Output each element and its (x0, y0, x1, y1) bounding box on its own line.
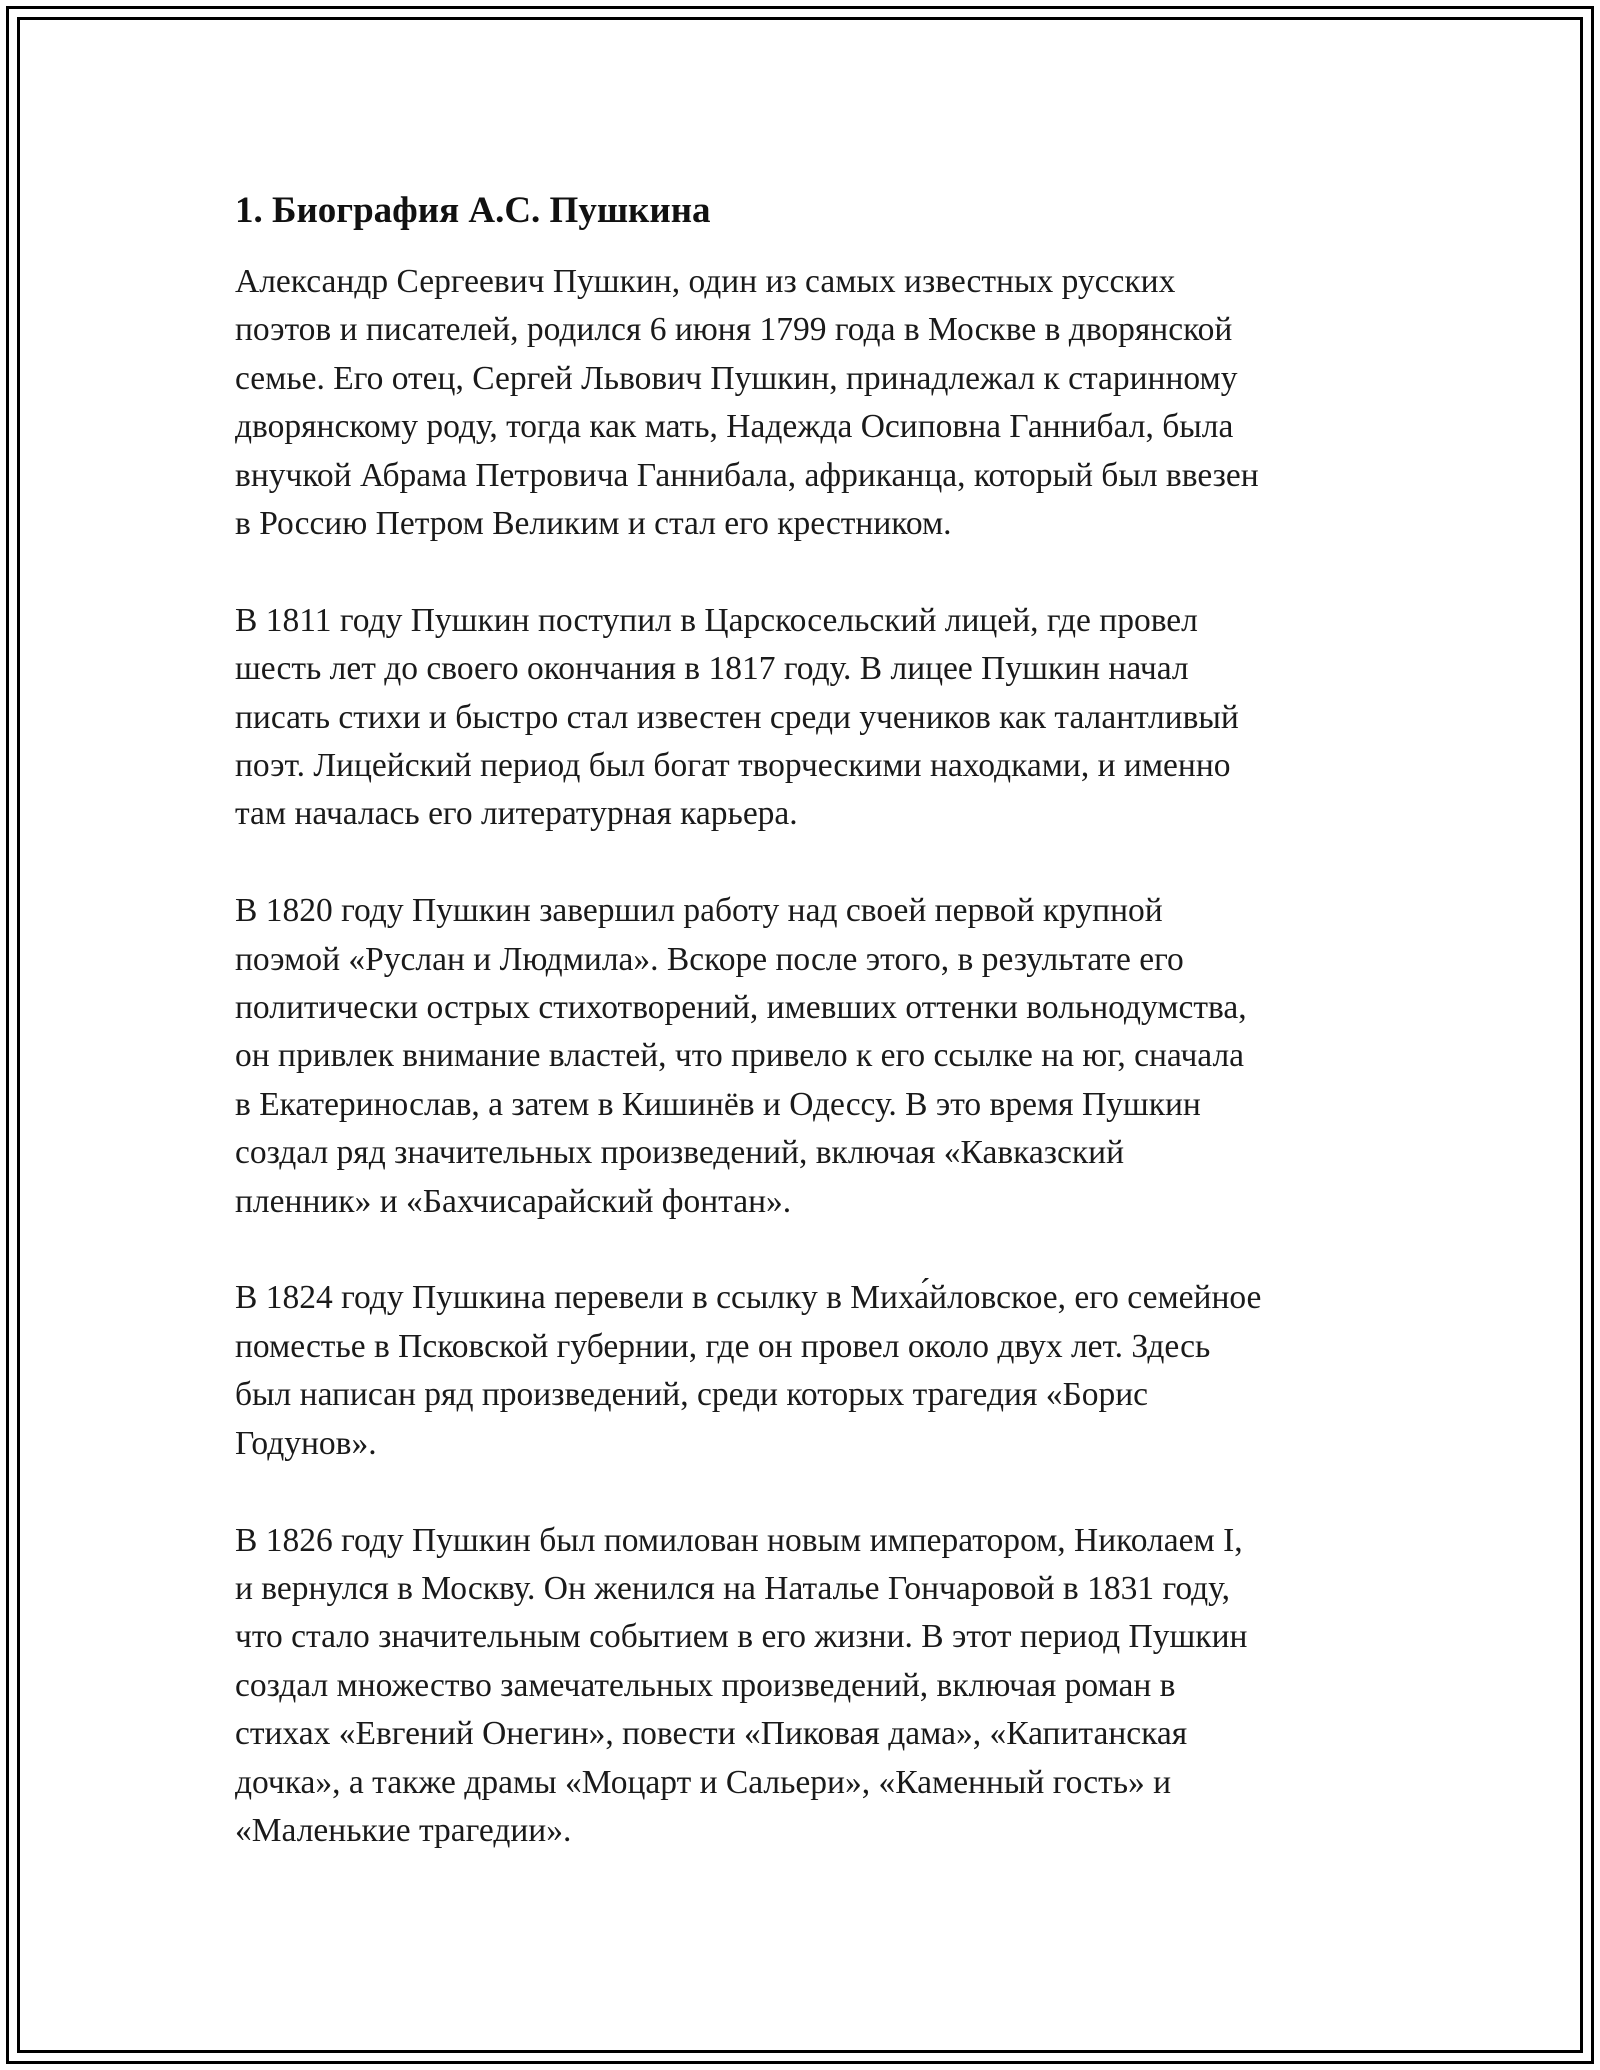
text-line: В 1820 году Пушкин завершил работу над своей первой крупной (235, 892, 1163, 930)
text-line: что стало значительным событием в его жизни. В этот период Пушкин (235, 1618, 1248, 1656)
text-line: политически острых стихотворений, имевших оттенки вольнодумства, (235, 989, 1247, 1027)
paragraph-lyceum (235, 597, 1375, 839)
paragraph-moscow-return (235, 1517, 1375, 1856)
text-line: поэмой «Руслан и Людмила». Вскоре после этого, в результате его (235, 940, 1184, 978)
text-line: поэтов и писателей, родился 6 июня 1799 года в Москве в дворянской (235, 311, 1233, 349)
text-line: Годунов». (235, 1424, 377, 1462)
text-line: поместье в Псковской губернии, где он провел около двух лет. Здесь (235, 1327, 1211, 1365)
paragraph-early-life (235, 258, 1375, 548)
text-line: стихах «Евгений Онегин», повести «Пиковая дама», «Капитанская (235, 1715, 1188, 1753)
text-line: он привлек внимание властей, что привело к его ссылке на юг, сначала (235, 1037, 1245, 1075)
section-heading: 1. Биография А.С. Пушкина (235, 190, 711, 231)
text-line: в Екатеринослав, а затем в Кишинёв и Одессу. В это время Пушкин (235, 1085, 1201, 1123)
text-line: поэт. Лицейский период был богат творческими находками, и именно (235, 747, 1231, 785)
document-body (235, 186, 1375, 1904)
text-line: семье. Его отец, Сергей Львович Пушкин, принадлежал к старинному (235, 359, 1238, 397)
paragraph-mikhaylovskoye (235, 1274, 1375, 1468)
text-line: там началась его литературная карьера. (235, 795, 798, 833)
text-line: в Россию Петром Великим и стал его крестником. (235, 505, 952, 543)
text-line: В 1811 году Пушкин поступил в Царскосельский лицей, где провел (235, 601, 1198, 639)
text-line: внучкой Абрама Петровича Ганнибала, африканца, который был ввезен (235, 456, 1259, 494)
text-line: Александр Сергеевич Пушкин, один из самых известных русских (235, 263, 1176, 300)
text-line: создал ряд значительных произведений, включая «Кавказский (235, 1134, 1125, 1172)
text-line: пленник» и «Бахчисарайский фонтан». (235, 1182, 792, 1220)
text-line: создал множество замечательных произведений, включая роман в (235, 1666, 1176, 1704)
text-line: дворянскому роду, тогда как мать, Надежда Осиповна Ганнибал, была (235, 408, 1234, 446)
paragraph-southern-exile (235, 887, 1375, 1226)
text-line: В 1826 году Пушкин был помилован новым императором, Николаем I, (235, 1521, 1243, 1559)
text-line: В 1824 году Пушкина перевели в ссылку в Миха́йловское, его семейное (235, 1279, 1262, 1317)
text-line: и вернулся в Москву. Он женился на Наталье Гончаровой в 1831 году, (235, 1569, 1230, 1607)
text-line: писать стихи и быстро стал известен среди учеников как талантливый (235, 698, 1239, 736)
text-line: «Маленькие трагедии». (235, 1811, 572, 1849)
text-line: шесть лет до своего окончания в 1817 году. В лицее Пушкин начал (235, 650, 1189, 688)
text-line: был написан ряд произведений, среди которых трагедия «Борис (235, 1376, 1149, 1414)
text-line: дочка», а также драмы «Моцарт и Сальери», «Каменный гость» и (235, 1763, 1172, 1801)
